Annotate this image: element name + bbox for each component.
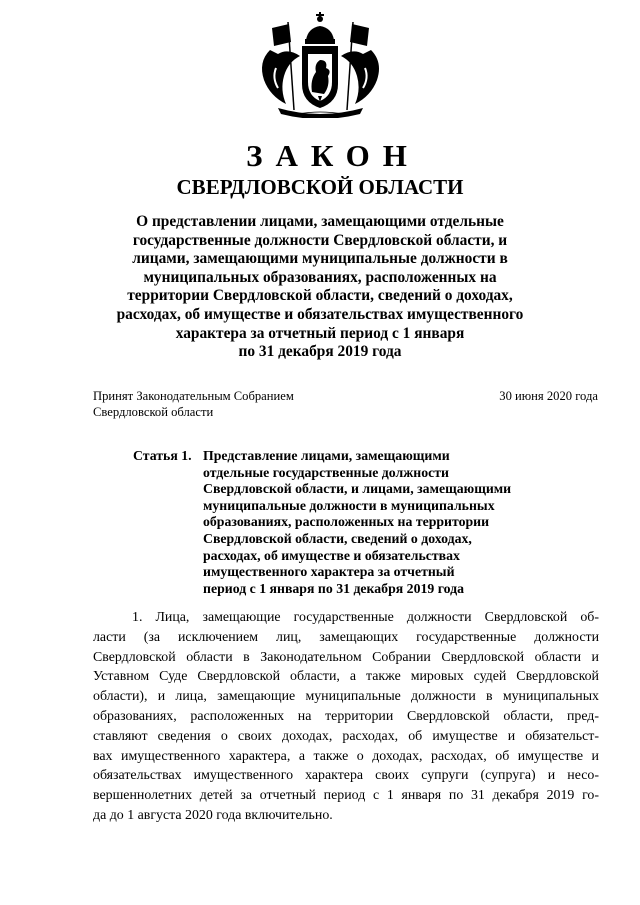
law-title-line: по 31 декабря 2019 года	[238, 343, 402, 361]
article-heading-line: Свердловской области, и лицами, замещающими	[203, 481, 512, 497]
law-title-line: территории Свердловской области, сведений о доходах,	[127, 287, 513, 305]
article-heading-line: образованиях, расположенных на территории	[203, 514, 490, 530]
article-heading-line: муниципальные должности в муниципальных	[203, 497, 495, 513]
paragraph-line: да до 1 августа 2020 года включительно.	[93, 807, 333, 823]
law-title-line: расходах, об имуществе и обязательствах имущественного	[116, 305, 524, 323]
article-heading-line: период с 1 января по 31 декабря 2019 года	[203, 580, 465, 596]
adoption-line: Принят Законодательным Собранием	[93, 389, 294, 403]
paragraph-line: Уставном Суде Свердловской области, а также мировых судей Свердловской	[93, 669, 599, 685]
paragraph-line: 1. Лица, замещающие государственные должности Свердловской об-	[132, 610, 599, 625]
article-heading-line: отдельные государственные должности	[203, 464, 449, 480]
paragraph-line: вершеннолетних детей за отчетный период с 1 января по 31 декабря 2019 го-	[93, 788, 599, 804]
article-heading	[203, 448, 511, 597]
paragraph-line: вах имущественного характера, а также о доходах, расходах, об имуществе и	[93, 748, 599, 764]
document-type-heading: ЗАКОН	[246, 138, 420, 173]
coat-of-arms-emblem	[248, 10, 393, 118]
paragraph-line: ласти (за исключением лиц, замещающих государственные должности	[93, 629, 599, 645]
paragraph-line: обязательствах имущественного характера своих супруги (супруга) и несо-	[93, 768, 599, 784]
adoption-note	[93, 388, 294, 420]
paragraph-line: ставляют сведения о своих доходах, расходах, об имуществе и обязательст-	[93, 728, 599, 744]
law-title-line: лицами, замещающими муниципальные должности в	[132, 250, 508, 268]
paragraph-line: области), и лица, замещающие муниципальные должности в муниципальных	[93, 689, 599, 705]
law-title	[108, 213, 532, 362]
law-title-line: государственные должности Свердловской области, и	[132, 231, 508, 249]
article-heading-line: Представление лицами, замещающими	[203, 448, 450, 463]
adoption-line: Свердловской области	[93, 405, 214, 419]
article-heading-line: расходах, об имуществе и обязательствах	[203, 547, 460, 563]
article-paragraph	[93, 608, 599, 826]
region-heading: СВЕРДЛОВСКОЙ ОБЛАСТИ	[176, 175, 464, 199]
article-heading-line: Свердловской области, сведений о доходах,	[203, 530, 472, 546]
paragraph-line: Свердловской области в Законодательном Собрании Свердловской области и	[93, 649, 599, 665]
law-title-line: муниципальных образованиях, расположенных на	[143, 268, 497, 286]
paragraph-line: образованиях, расположенных на территории Свердловской области, пред-	[93, 708, 599, 724]
article-label: Статья 1.	[133, 448, 192, 463]
article-heading-line: имущественного характера за отчетный	[203, 564, 455, 580]
law-title-line: О представлении лицами, замещающими отдельные	[136, 213, 504, 230]
adoption-date: 30 июня 2020 года	[499, 389, 598, 403]
law-title-line: характера за отчетный период с 1 января	[175, 324, 465, 342]
